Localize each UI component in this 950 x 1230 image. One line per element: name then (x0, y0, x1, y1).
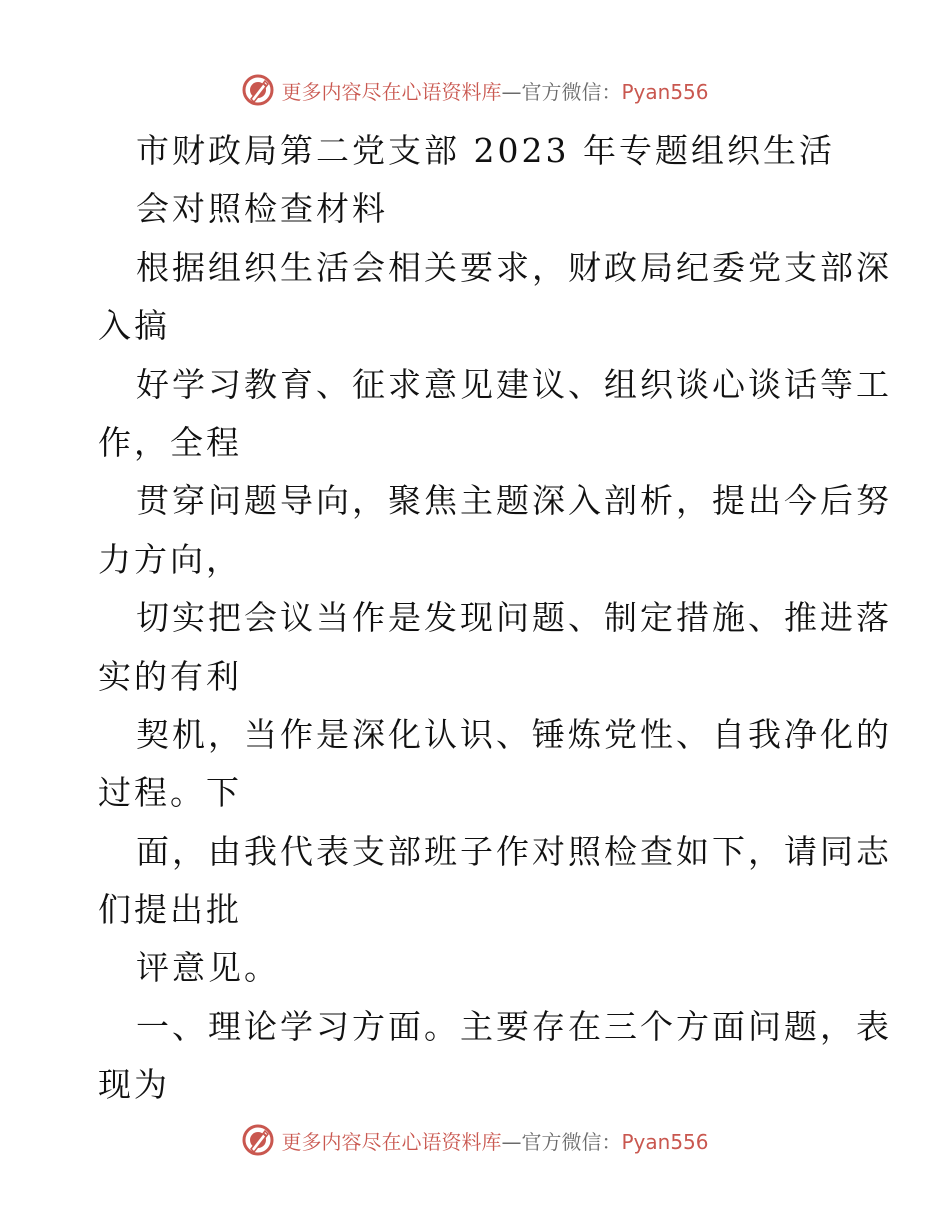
text-line: 面，由我代表支部班子作对照检查如下，请同志 (136, 831, 892, 871)
text-line: 作，全程 (98, 422, 242, 462)
pen-nib-logo-icon (241, 73, 275, 107)
watermark-account-label: 官方微信： (521, 1129, 622, 1154)
text-line: 根据组织生活会相关要求，财政局纪委党支部深 (136, 247, 892, 287)
text-line: 力方向， (98, 539, 242, 579)
text-line: 入搞 (98, 306, 170, 346)
watermark-separator: — (501, 79, 522, 104)
text-line: 好学习教育、征求意见建议、组织谈心谈话等工 (136, 364, 892, 404)
watermark-account-id: Pyan556 (621, 79, 709, 104)
text-line: 一、理论学习方面。主要存在三个方面问题，表 (136, 1006, 892, 1046)
text-line: 会对照检查材料 (136, 189, 388, 229)
text-line: 契机，当作是深化认识、锤炼党性、自我净化的 (136, 714, 892, 754)
text-line: 评意见。 (136, 948, 280, 988)
text-line: 们提出批 (98, 890, 242, 930)
text-line: 切实把会议当作是发现问题、制定措施、推进落 (136, 598, 892, 638)
text-line: 市财政局第二党支部 2023 年专题组织生活 (136, 131, 835, 170)
footer-watermark (0, 1120, 950, 1160)
text-line: 实的有利 (98, 656, 242, 696)
watermark-separator: — (501, 1129, 522, 1154)
watermark-text (281, 1126, 708, 1155)
pen-nib-logo-icon (241, 1123, 275, 1157)
document-body (98, 122, 892, 1115)
watermark-brand: 更多内容尽在心语资料库 (281, 1129, 502, 1154)
text-line: 现为 (98, 1065, 170, 1105)
text-line: 过程。下 (98, 773, 242, 813)
watermark-account-id: Pyan556 (621, 1129, 709, 1154)
watermark-account-label: 官方微信： (521, 79, 622, 104)
watermark-text (281, 76, 708, 105)
text-line: 贯穿问题导向，聚焦主题深入剖析，提出今后努 (136, 481, 892, 521)
header-watermark (0, 70, 950, 110)
watermark-brand: 更多内容尽在心语资料库 (281, 79, 502, 104)
